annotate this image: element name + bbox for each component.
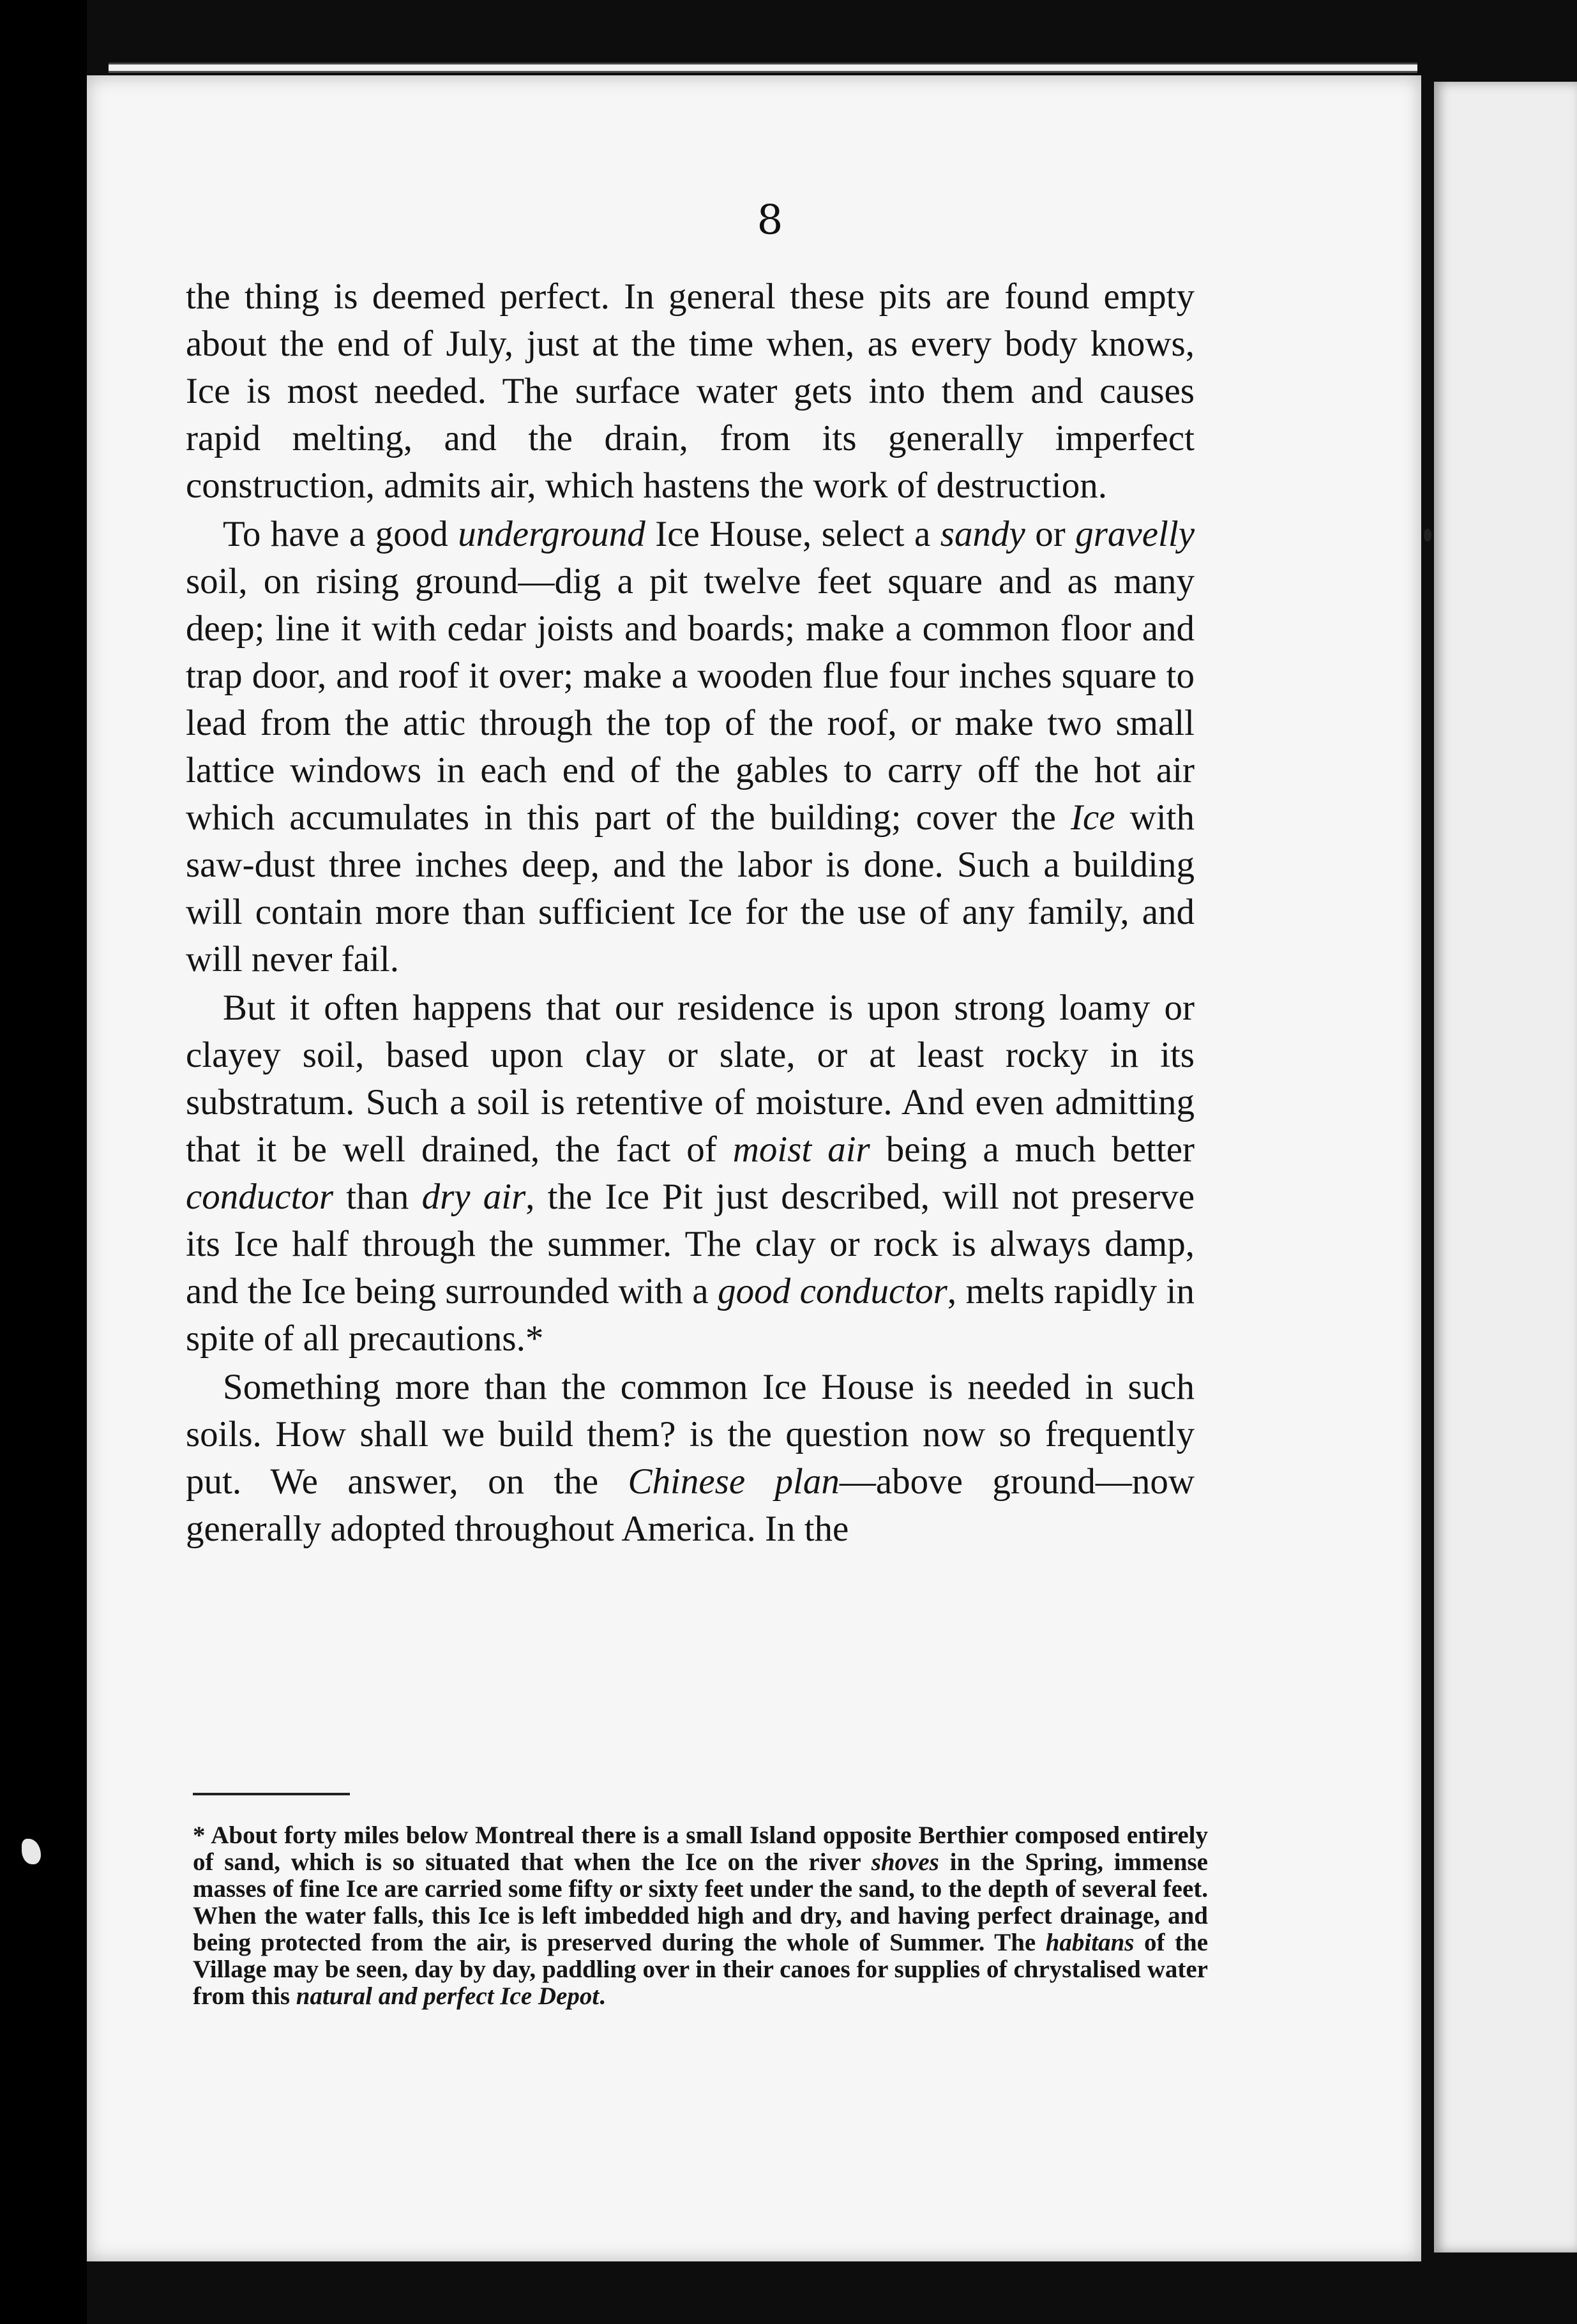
scan-speck bbox=[1424, 529, 1431, 541]
paragraph-2-segment: sandy bbox=[940, 514, 1025, 554]
paragraph-2-segment: Ice bbox=[1071, 797, 1115, 838]
paragraph-4 bbox=[186, 1364, 1195, 1553]
paragraph-3-segment: good conductor bbox=[718, 1271, 947, 1311]
paragraph-4-segment: —above ground—now generally adopted throughout America. In the bbox=[186, 1461, 1195, 1549]
paragraph-2-segment: underground bbox=[458, 514, 645, 554]
paragraph-2 bbox=[186, 511, 1195, 983]
paragraph-3-segment: than bbox=[333, 1177, 422, 1217]
paragraph-3-segment: , melts rapidly in spite of all precautions.* bbox=[186, 1271, 1195, 1359]
paragraph-2-segment: gravelly bbox=[1075, 514, 1195, 554]
footnote-segment: of the Village may be seen, day by day, paddling over in their canoes for supplies of chrystalised water from this bbox=[193, 1929, 1208, 2010]
footnote-segment: . bbox=[599, 1982, 605, 2010]
paragraph-2-segment: To have a good bbox=[223, 514, 458, 554]
footnote-segment: habitans bbox=[1045, 1929, 1135, 1956]
top-page-edge bbox=[109, 63, 1417, 73]
paragraph-2-segment: with saw-dust three inches deep, and the labor is done. Such a building will contain more than sufficient Ice for the use of any family, and will never fail. bbox=[186, 797, 1195, 979]
paragraph-2-segment: soil, on rising ground—dig a pit twelve feet square and as many deep; line it with cedar joists and boards; make a common floor and trap door, and roof it over; make a wooden flue four inches square to lead from the attic through the top of the roof, or make two small lattice windows in each end of the gables to carry off the hot air which accumulates in this part of the building; cover the bbox=[186, 561, 1195, 838]
paragraph-3 bbox=[186, 985, 1195, 1362]
paragraph-3-segment: But it often happens that our residence is upon strong loamy or clayey soil, based upon clay or slate, or at least rocky in its substratum. Such a soil is retentive of moisture. And even admitting that it be well drained, the fact of bbox=[186, 988, 1195, 1170]
paragraph-4-segment: Something more than the common Ice House is needed in such soils. How shall we build them? is the question now so frequently put. We answer, on the bbox=[186, 1367, 1195, 1502]
paragraph-3-segment: , the Ice Pit just described, will not preserve its Ice half through the summer. The clay or rock is always damp, and the Ice being surrounded with a bbox=[186, 1177, 1195, 1311]
footnote-segment: natural and perfect Ice Depot bbox=[296, 1982, 600, 2010]
paragraph-3-segment: moist air bbox=[732, 1129, 870, 1170]
paragraph-1 bbox=[186, 273, 1195, 509]
adjacent-page bbox=[1434, 82, 1577, 2252]
scan-left-edge bbox=[0, 0, 87, 2324]
paragraph-2-segment: or bbox=[1025, 514, 1076, 554]
paragraph-3-segment: being a much better bbox=[870, 1129, 1195, 1170]
body-text bbox=[186, 273, 1195, 1553]
footnote-segment: in the Spring, immense masses of fine Ice are carried some fifty or sixty feet under the sand, to the depth of several feet. When the water falls, this Ice is left imbedded high and dry, and having perfect drainage, and being protected from the air, is preserved during the whole of Summer. The bbox=[193, 1848, 1208, 1956]
paragraph-2-segment: Ice House, select a bbox=[645, 514, 940, 554]
footnote bbox=[193, 1822, 1208, 2010]
paragraph-4-segment: Chinese plan bbox=[628, 1461, 840, 1502]
paragraph-3-segment: dry air bbox=[421, 1177, 526, 1217]
document-page bbox=[87, 75, 1421, 2261]
footnote-divider bbox=[193, 1793, 350, 1795]
page-number: 8 bbox=[757, 197, 783, 244]
footnote-segment: * About forty miles below Montreal there is a small Island opposite Berthier composed entirely of sand, which is so situated that when the Ice on the river bbox=[193, 1822, 1208, 1876]
paragraph-1-segment: the thing is deemed perfect. In general these pits are found empty about the end of July, just at the time when, as every body knows, Ice is most needed. The surface water gets into them and causes rapid melting, and the drain, from its generally imperfect construction, admits air, which hastens the work of destruction. bbox=[186, 276, 1195, 506]
paragraph-3-segment: conductor bbox=[186, 1177, 334, 1217]
footnote-segment: shoves bbox=[871, 1848, 939, 1876]
